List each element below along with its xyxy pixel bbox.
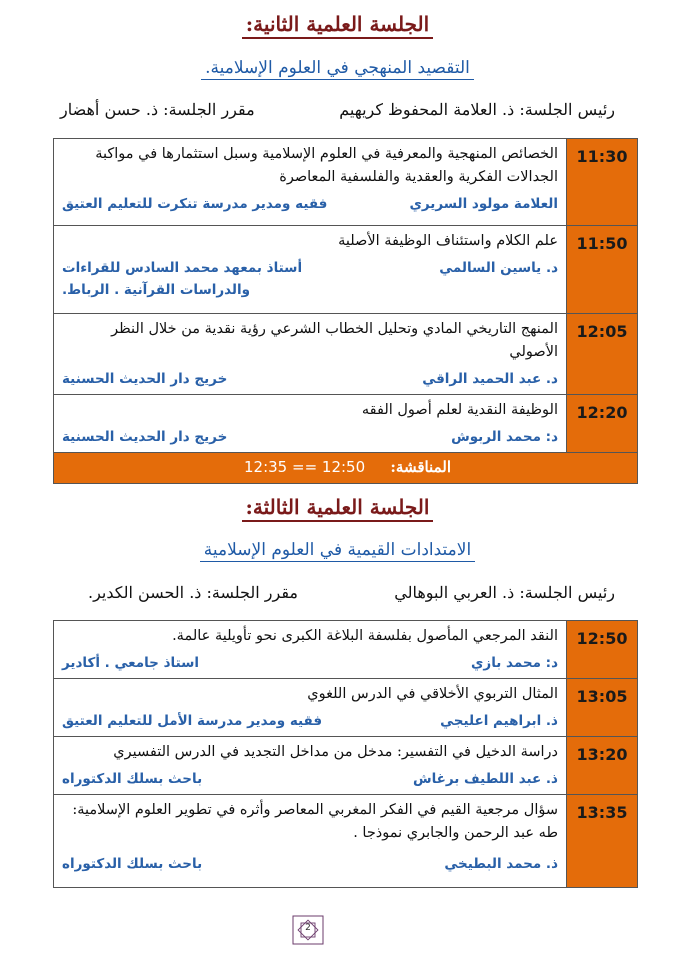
speaker-affiliation: باحث بسلك الدكتوراه [62,771,203,787]
talk-time: 13:35 [567,795,638,888]
talk-speaker-row [62,710,558,732]
talk-speaker-row [62,193,558,215]
table-row [54,737,638,795]
talk-time: 11:30 [567,139,638,226]
octagram-ornament-icon [292,915,324,945]
table-row [54,314,638,395]
speaker-affiliation: أستاذ بمعهد محمد السادس للقراءات والدراسات القرآنية . الرباط. [62,260,303,298]
speaker-name: د. عبد الحميد الراقي [422,371,558,387]
speaker-affiliation: باحث بسلك الدكتوراه [62,856,203,872]
table-row [54,395,638,453]
session3-title: الجلسة العلمية الثالثة: [0,495,675,519]
speaker-name: د: محمد الربوش [451,429,558,445]
talk-title: المثال التربوي الأخلاقي في الدرس اللغوي [307,686,558,702]
talk-time: 12:05 [567,314,638,395]
session3-officers [60,583,615,613]
talk-cell [54,395,567,453]
speaker-affiliation: فقيه ومدير مدرسة الأمل للتعليم العتيق [62,713,323,729]
session2-subtitle: التقصيد المنهجي في العلوم الإسلامية. [0,58,675,78]
speaker-affiliation: فقيه ومدير مدرسة تنكرت للتعليم العتيق [62,196,328,212]
talk-speaker-row [62,652,558,674]
speaker-name: د: محمد بازي [471,655,558,671]
session2-schedule-table [53,138,638,484]
speaker-name: ذ. ابراهيم اعليجي [440,713,558,729]
talk-speaker-row [62,768,558,790]
session2-rapporteur: مقرر الجلسة: ذ. حسن أهضار [60,100,255,119]
session3-schedule-table [53,620,638,888]
talk-time: 13:20 [567,737,638,795]
table-row [54,621,638,679]
session3-chair: رئيس الجلسة: ذ. العربي البوهالي [394,583,615,602]
talk-speaker-row [62,257,558,301]
session2-chair: رئيس الجلسة: ذ. العلامة المحفوظ كريهيم [339,100,615,119]
talk-time: 13:05 [567,679,638,737]
talk-title: الخصائص المنهجية والمعرفية في العلوم الإسلامية وسبل استثمارها في مواكبة الجدالات الفكرية والعقدية والفلسفية المعاصرة [95,146,558,185]
speaker-name: ذ. عبد اللطيف برغاش [412,771,558,787]
session2-officers [60,100,615,130]
session3-subtitle: الامتدادات القيمية في العلوم الإسلامية [0,540,675,560]
talk-speaker-row [62,368,558,390]
talk-title: المنهج التاريخي المادي وتحليل الخطاب الشرعي رؤية نقدية من خلال النظر الأصولي [111,321,558,360]
talk-title: علم الكلام واستئناف الوظيفة الأصلية [338,233,558,249]
speaker-name: د. ياسين السالمي [439,260,558,276]
talk-title: النقد المرجعي المأصول بفلسفة البلاغة الكبرى نحو تأويلية عالمة. [172,628,558,644]
talk-time: 12:20 [567,395,638,453]
discussion-row [54,453,638,484]
talk-time: 11:50 [567,226,638,314]
discussion-cell [54,453,638,484]
table-row [54,139,638,226]
talk-cell [54,795,567,888]
talk-cell [54,139,567,226]
speaker-name: العلامة مولود السريري [409,196,558,212]
table-row [54,795,638,888]
session2-title: الجلسة العلمية الثانية: [0,12,675,36]
session3-rapporteur: مقرر الجلسة: ذ. الحسن الكدير. [88,583,298,602]
talk-speaker-row [62,426,558,448]
speaker-name: ذ. محمد البطيخي [444,856,558,872]
talk-cell [54,226,567,314]
talk-time: 12:50 [567,621,638,679]
talk-cell [54,679,567,737]
talk-cell [54,737,567,795]
talk-title: الوظيفة النقدية لعلم أصول الفقه [361,402,558,418]
talk-cell [54,621,567,679]
talk-cell [54,314,567,395]
page-number: 2 [305,923,311,933]
discussion-time: 12:35 == 12:50 [244,458,366,476]
talk-title: سؤال مرجعية القيم في الفكر المغربي المعاصر وأثره في تطوير العلوم الإسلامية: طه عبد الرحمن والجابري نموذجا . [72,802,558,841]
speaker-affiliation: خريج دار الحديث الحسنية [62,371,228,387]
talk-title: دراسة الدخيل في التفسير: مدخل من مداخل التجديد في الدرس التفسيري [113,744,558,760]
speaker-affiliation: خريج دار الحديث الحسنية [62,429,228,445]
talk-speaker-row [62,853,558,875]
discussion-label: المناقشة: [390,458,451,476]
table-row [54,226,638,314]
table-row [54,679,638,737]
speaker-affiliation: استاذ جامعي . أكادير [62,655,200,671]
